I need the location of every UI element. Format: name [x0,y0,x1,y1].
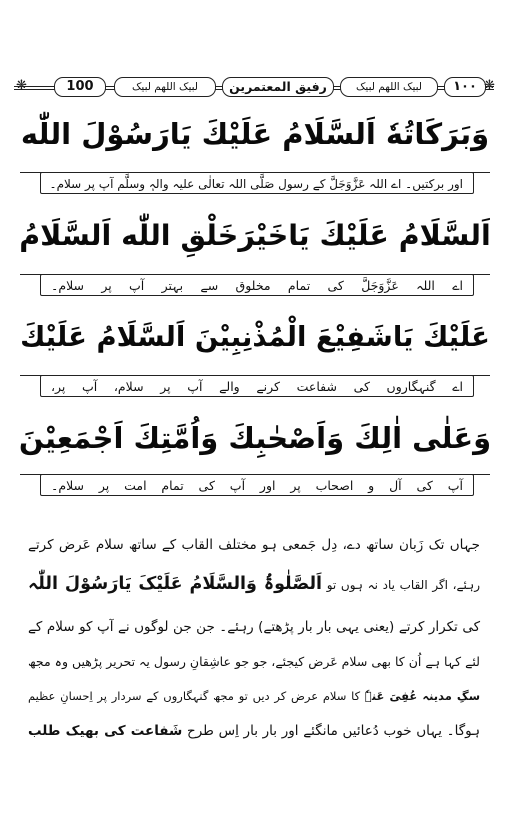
body-text: ہوگا۔ یہاں خوب دُعائیں مانگئے اور بار بار اِس طرح [187,723,481,739]
ornament-icon: ❋ [484,78,495,93]
arabic-salutation: وَعَلٰى اٰلِكَ وَاَصْحٰبِكَ وَاُمَّتِكَ اَجْمَعِيْنَ [18,421,492,455]
urdu-translation: اور برکتیں۔ اے اللہ عَزَّوَجَلَّ کے رسول صَلَّی اللہ تعالٰی علیہ والہٖ وسلَّم آپ پر سلام۔ [40,172,474,194]
emphasis-text: شَفاعت کی بھیک طلب [28,723,183,739]
body-line [28,718,480,744]
header-book-left: لبیک اللھم لبیک [114,77,216,97]
body-line: لئے کہا ہے اُن کا بھی سلام عَرض کیجئے، جو جو عاشِقانِ رسول یہ تحریر پڑھیں وہ مجھ [28,654,480,669]
arabic-inline-salutation: اَلصَّلٰوۃُ وَالسَّلَامُ عَلَیْکَ یَارَسُوْلَ اللّٰہ [28,574,323,594]
urdu-translation: آپ کی آل و اصحاب پر اور آپ کی تمام امت پر سلام۔ [40,474,474,496]
arabic-salutation: وَبَرَكَاتُهٗ اَلسَّلَامُ عَلَيْكَ يَارَسُوْلَ اللّٰه [20,117,490,151]
page-number-left: 100 [54,77,106,97]
body-line: کی تکرار کرتے (یعنی یہی بار بار پڑھتے) رہئے۔ جن جن لوگوں نے آپ کو سلام کے [28,619,480,635]
urdu-translation: اے اللہ عَزَّوَجَلَّ کی تمام مخلوق سے بہتر آپ پر سلام۔ [40,274,474,296]
page-number-right: ۱۰۰ [444,77,486,97]
body-text: رہئے، اگر القاب یاد نہ ہوں تو [326,578,480,592]
body-line [28,566,480,603]
urdu-translation: اے گنہگاروں کی شفاعت کرنے والے آپ پر سلام، آپ پر، [40,375,474,397]
header-book-right: لبیک اللھم لبیک [340,77,438,97]
body-text: کا سلام عرض کر دیں تو مجھ گنہگاروں کے سردار پر اِحسانِ عظیم [28,689,361,703]
author-epithet: سگِ مدینہ عُفِیَ عَنہٗ [364,689,481,703]
arabic-salutation: اَلسَّلَامُ عَلَيْكَ يَاخَيْرَخَلْقِ اللّٰه اَلسَّلَامُ [19,219,491,252]
running-header [14,76,494,98]
header-title: رفیق المعتمرین [222,77,334,97]
ornament-icon: ❋ [16,78,27,93]
body-line: جہاں تک زَبان ساتھ دے، دِل جَمعی ہو مختلف القاب کے ساتھ سلام عَرض کرتے [28,537,480,553]
arabic-salutation: عَلَيْكَ يَاشَفِيْعَ الْمُذْنِبِيْنَ اَلسَّلَامُ عَلَيْكَ [20,321,490,353]
body-line [28,683,480,709]
